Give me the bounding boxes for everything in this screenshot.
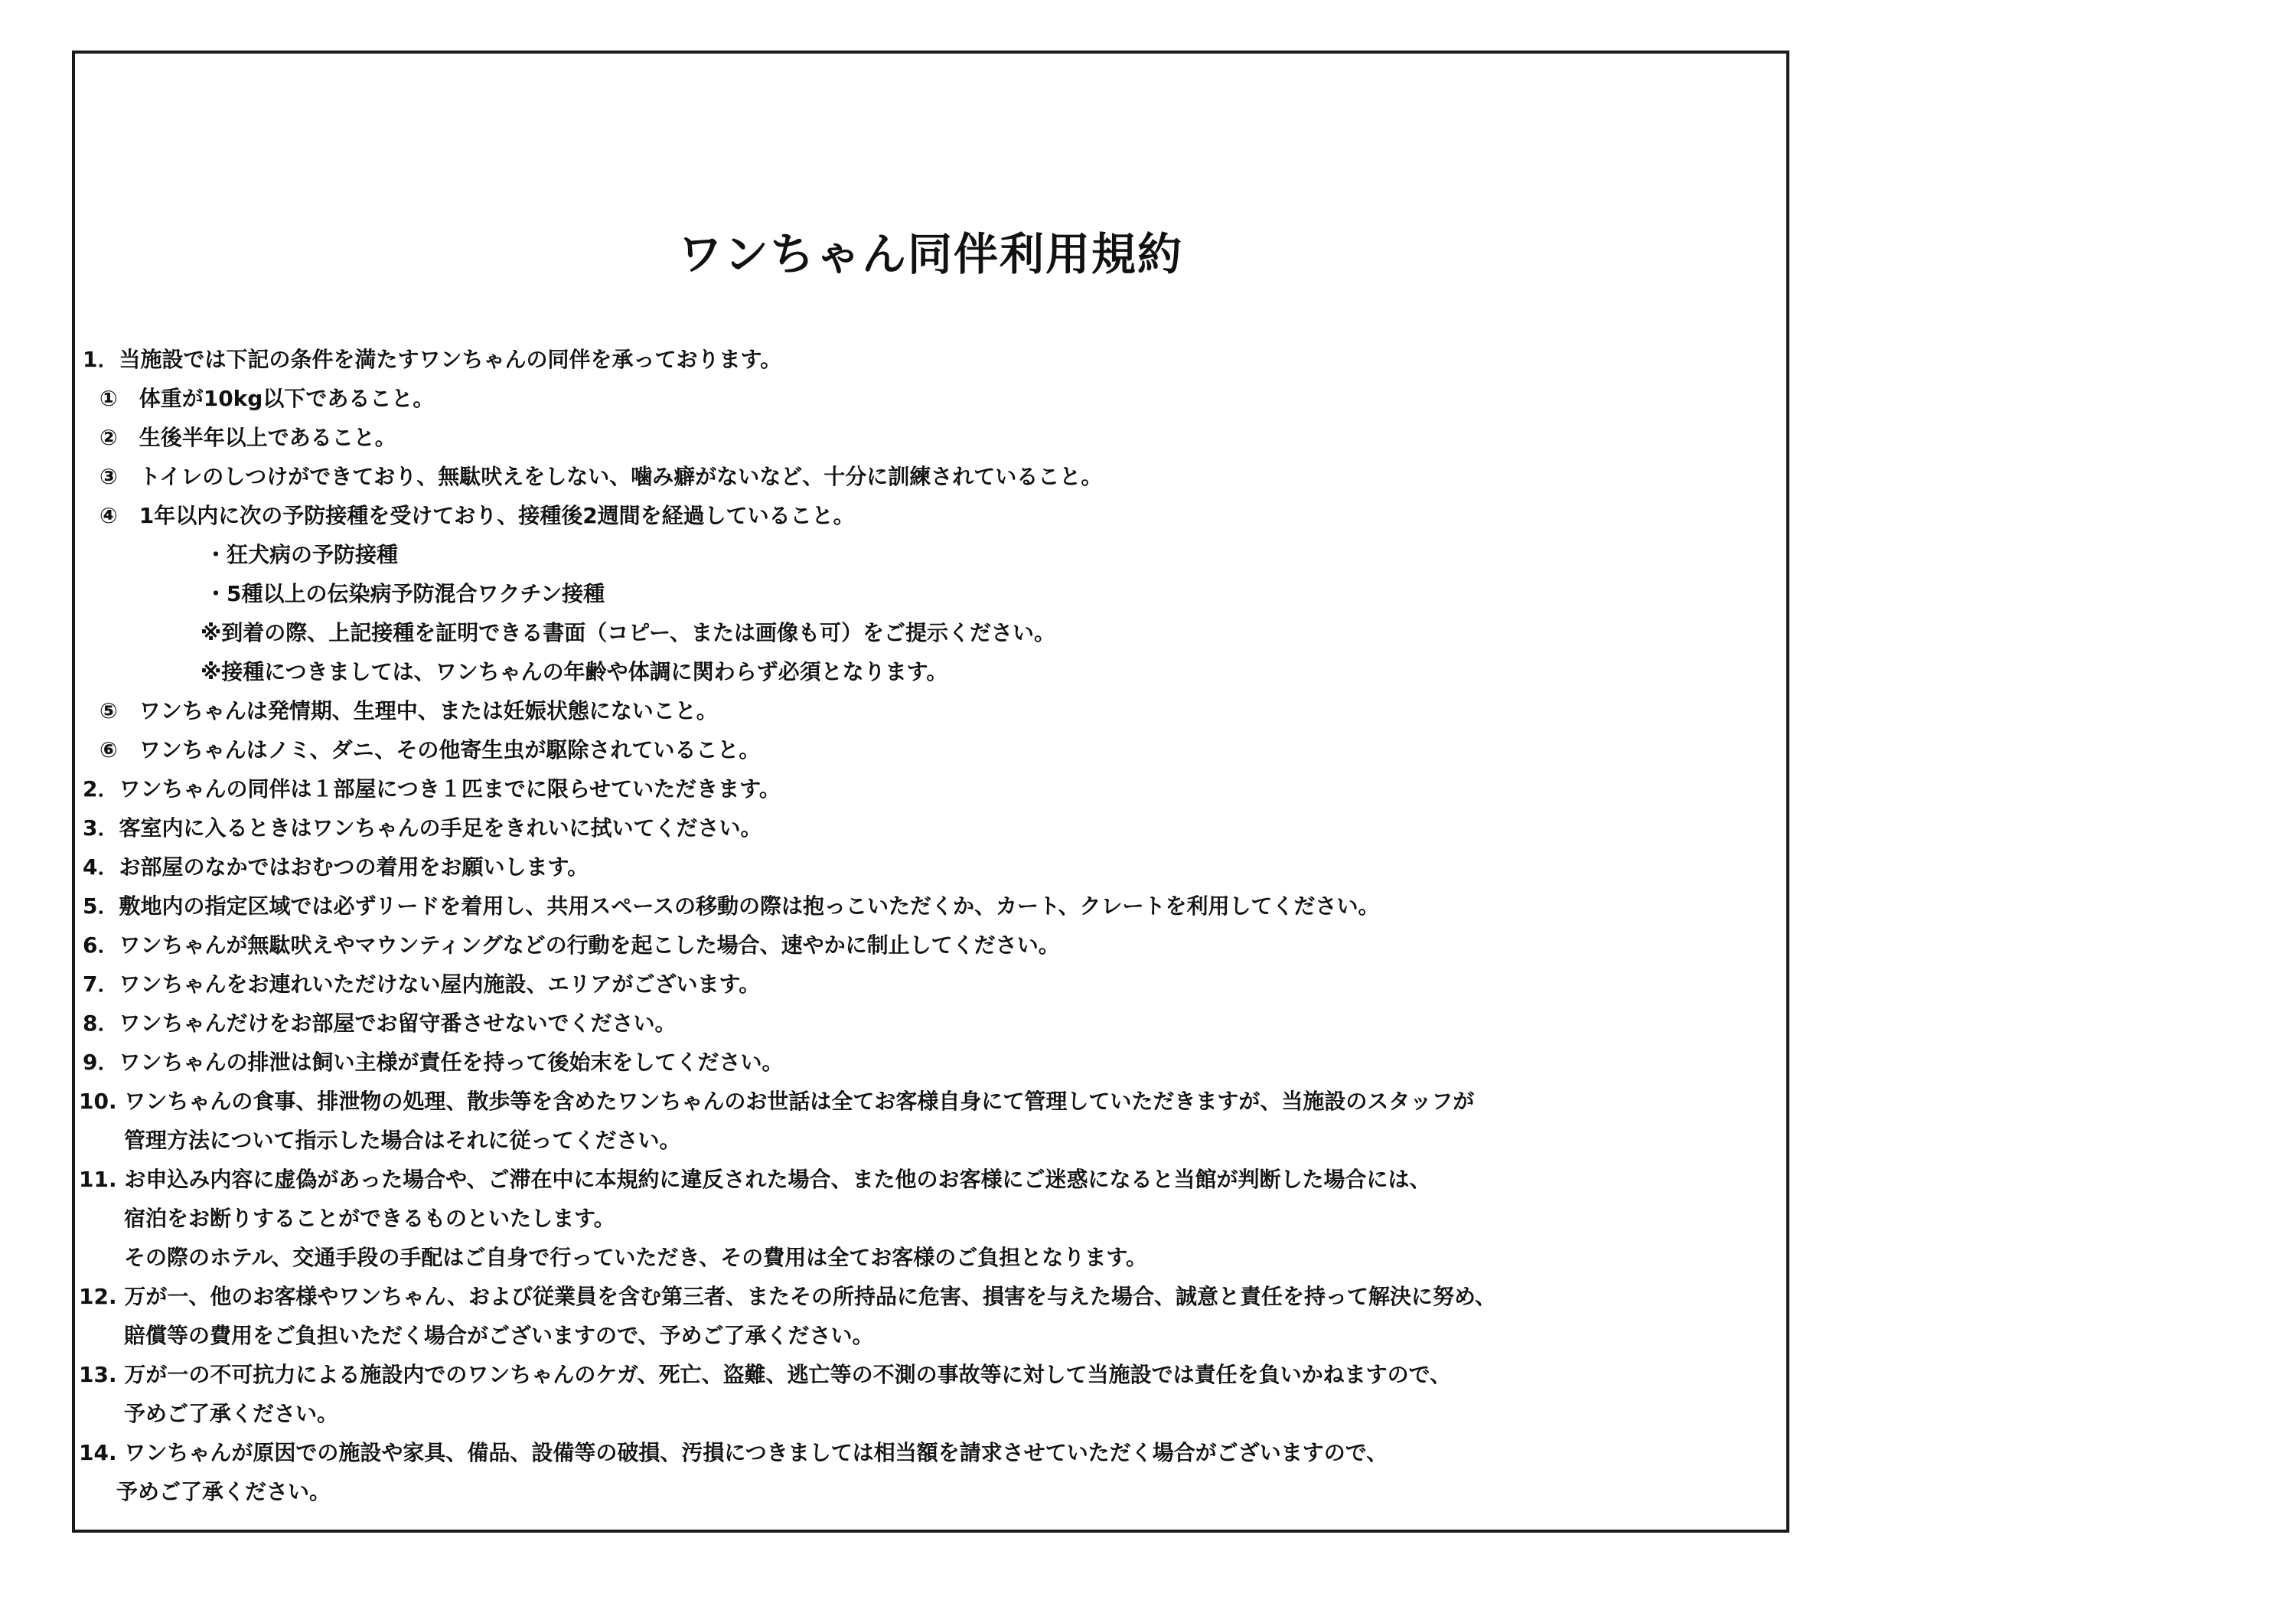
condition-6: ⑥ ワンちゃんはノミ、ダニ、その他寄生虫が駆除されていること。 [99,737,761,763]
condition-3: ③ トイレのしつけができており、無駄吠えをしない、噛み癖がないなど、十分に訓練されていること。 [99,464,1103,489]
vaccine-note-2: ※接種につきましては、ワンちゃんの年齢や体調に関わらず必須となります。 [201,659,948,684]
condition-2: ② 生後半年以上であること。 [99,425,396,450]
clause-13-continued: 予めご了承ください。 [124,1401,339,1426]
clause-14-continued: 予めご了承ください。 [116,1479,331,1504]
vaccine-item-1: ・狂犬病の予防接種 [205,542,399,567]
clause-7: 7．ワンちゃんをお連れいただけない屋内施設、エリアがございます。 [83,972,761,997]
clause-5: 5．敷地内の指定区域では必ずリードを着用し、共用スペースの移動の際は抱っこいただくか、カート、クレートを利用してください。 [83,893,1380,919]
clause-3: 3．客室内に入るときはワンちゃんの手足をきれいに拭いてください。 [83,815,762,841]
document-title: ワンちゃん同伴利用規約 [677,228,1183,280]
clause-11-continued: 宿泊をお断りすることができるものといたします。 [124,1206,615,1231]
clause-2: 2．ワンちゃんの同伴は１部屋につき１匹までに限らせていただきます。 [83,776,781,802]
clause-8: 8．ワンちゃんだけをお部屋でお留守番させないでください。 [83,1011,677,1036]
condition-5: ⑤ ワンちゃんは発情期、生理中、または妊娠状態にないこと。 [99,698,718,723]
terms-document-frame [72,51,1789,1533]
condition-4: ④ 1年以内に次の予防接種を受けており、接種後2週間を経過していること。 [99,503,855,528]
clause-12: 12. 万が一、他のお客様やワンちゃん、および従業員を含む第三者、またその所持品に危害、損害を与えた場合、誠意と責任を持って解決に努め、 [79,1284,1496,1309]
clause-12-continued: 賠償等の費用をご負担いただく場合がございますので、予めご了承ください。 [124,1323,874,1348]
clause-1: 1．当施設では下記の条件を満たすワンちゃんの同伴を承っております。 [83,347,782,372]
vaccine-note-1: ※到着の際、上記接種を証明できる書面（コピー、または画像も可）をご提示ください。 [201,620,1055,645]
clause-4: 4．お部屋のなかではおむつの着用をお願いします。 [83,854,589,880]
condition-1: ① 体重が10kg以下であること。 [99,386,435,411]
clause-10-continued: 管理方法について指示した場合はそれに従ってください。 [124,1128,681,1153]
clause-9: 9．ワンちゃんの排泄は飼い主様が責任を持って後始末をしてください。 [83,1050,784,1075]
clause-11: 11. お申込み内容に虚偽があった場合や、ご滞在中に本規約に違反された場合、また他のお客様にご迷惑になると当館が判断した場合には、 [79,1167,1431,1192]
clause-10: 10. ワンちゃんの食事、排泄物の処理、散歩等を含めたワンちゃんのお世話は全てお客様自身にて管理していただきますが、当施設のスタッフが [79,1089,1475,1114]
clause-6: 6．ワンちゃんが無駄吠えやマウンティングなどの行動を起こした場合、速やかに制止してください。 [83,932,1060,958]
clause-11-note: その際のホテル、交通手段の手配はご自身で行っていただき、その費用は全てお客様のご負担となります。 [124,1245,1148,1270]
clause-13: 13. 万が一の不可抗力による施設内でのワンちゃんのケガ、死亡、盗難、逃亡等の不測の事故等に対して当施設では責任を負いかねますので、 [79,1362,1452,1387]
vaccine-item-2: ・5種以上の伝染病予防混合ワクチン接種 [205,581,605,606]
clause-14: 14. ワンちゃんが原因での施設や家具、備品、設備等の破損、汚損につきましては相当額を請求させていただく場合がございますので、 [79,1440,1388,1465]
